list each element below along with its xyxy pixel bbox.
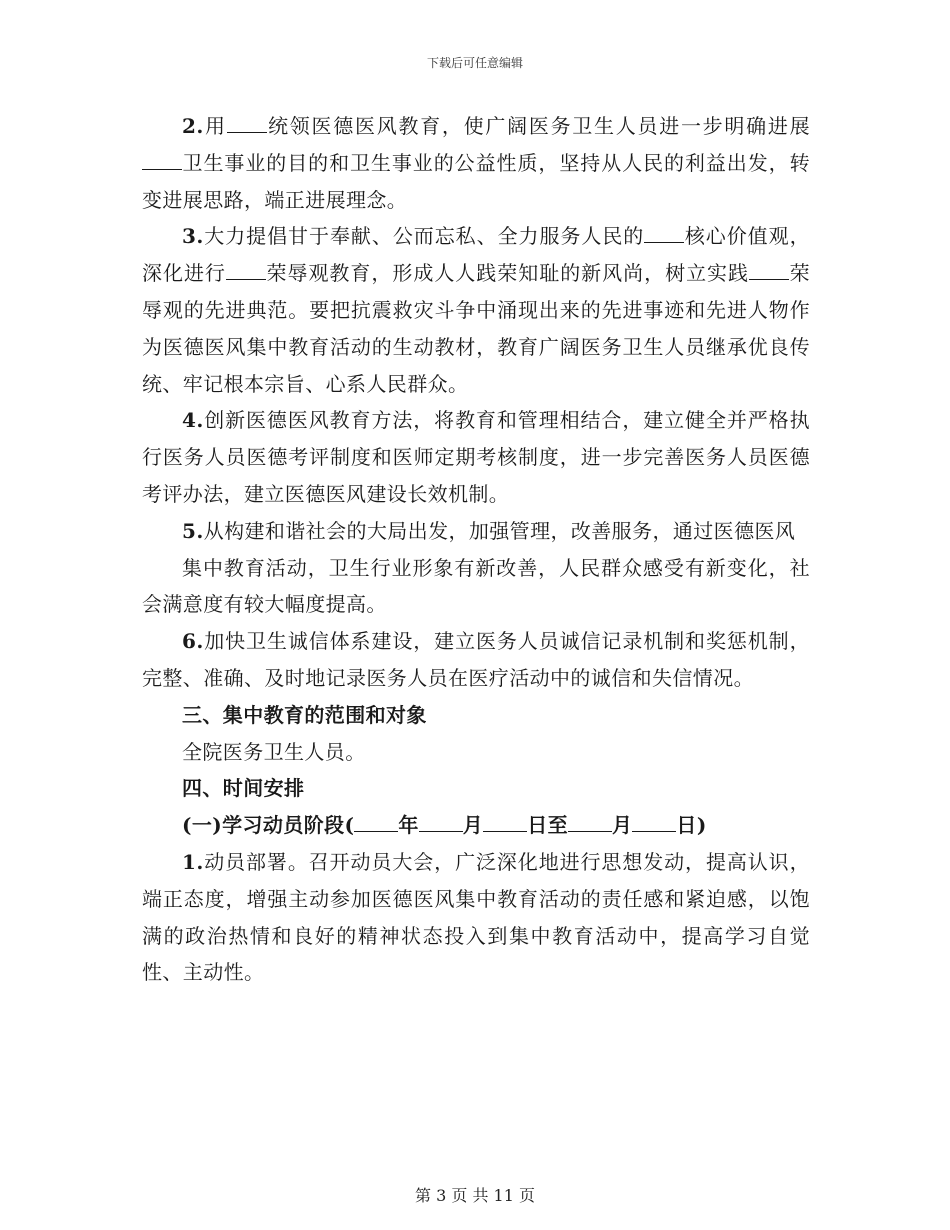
fill-blank	[483, 811, 527, 832]
page-footer: 第 3 页 共 11 页	[415, 1186, 535, 1205]
section-3-body: 全院医务卫生人员。	[182, 739, 366, 764]
item-number: 2.	[182, 114, 204, 138]
fill-blank	[142, 149, 182, 170]
header-note: 下载后可任意编辑	[426, 56, 523, 70]
fill-blank	[227, 112, 267, 133]
item-number: 3.	[182, 224, 204, 249]
document-body	[142, 108, 810, 991]
paragraph-item-2: 2.用 统领医德医风教育，使广阔医务卫生人员进一步明确进展卫生事业的目的和卫生事业的公益性质，坚持从人民的利益出发，转变进展思路，端正进展理念。	[142, 114, 810, 212]
fill-blank	[354, 811, 398, 832]
fill-blank	[644, 222, 684, 243]
section-3-heading: 三、集中教育的范围和对象	[182, 702, 427, 727]
fill-blank	[419, 811, 463, 832]
section-4-heading: 四、时间安排	[182, 776, 305, 801]
paragraph-item-5-continued: 集中教育活动，卫生行业形象有新改善，人民群众感受有新变化，社会满意度有较大幅度提高。	[142, 555, 810, 617]
paragraph-item-3: 3.大力提倡甘于奉献、公而忘私、全力服务人民的 核心价值观，深化进行 荣辱观教育，形成人人践荣知耻的新风尚，树立实践 荣辱观的先进典范。要把抗震救灾斗争中涌现出来的先进事迹和先进人物作为医德医风集中教育活动的生动教材，教育广阔医务卫生人员继承优良传统、牢记根本宗旨、心系人民群众。	[142, 224, 810, 396]
paragraph-item-5: 5.从构建和谐社会的大局出发，加强管理，改善服务，通过医德医风	[182, 518, 796, 543]
paragraph-item-6: 6.加快卫生诚信体系建设，建立医务人员诚信记录机制和奖惩机制，完整、准确、及时地记录医务人员在医疗活动中的诚信和失信情况。	[142, 629, 810, 690]
fill-blank	[568, 811, 612, 832]
item-number: 1.	[182, 849, 204, 874]
phase-1-heading: (一)学习动员阶段( 年 月 日至 月 日)	[182, 813, 707, 838]
fill-blank	[749, 259, 789, 280]
phase-1-item-1: 1.动员部署。召开动员大会，广泛深化地进行思想发动，提高认识，端正态度，增强主动参加医德医风集中教育活动的责任感和紧迫感，以饱满的政治热情和良好的精神状态投入到集中教育活动中，提高学习自觉性、主动性。	[142, 849, 810, 985]
item-number: 4.	[182, 408, 204, 433]
item-number: 6.	[182, 629, 204, 654]
fill-blank	[226, 259, 266, 280]
fill-blank	[632, 811, 676, 832]
item-number: 5.	[182, 518, 204, 543]
paragraph-item-4: 4.创新医德医风教育方法，将教育和管理相结合，建立健全并严格执行医务人员医德考评制度和医师定期考核制度，进一步完善医务人员医德考评办法，建立医德医风建设长效机制。	[142, 408, 810, 506]
